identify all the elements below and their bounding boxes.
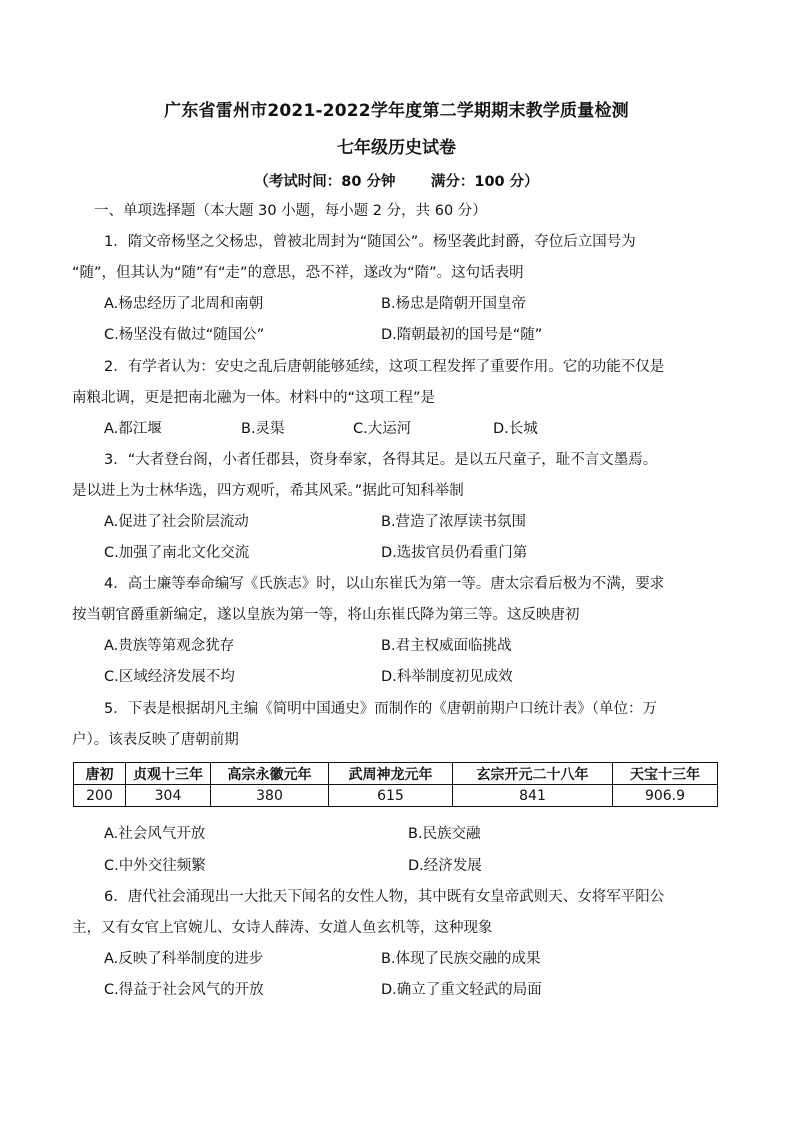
exam-title: 广东省雷州市2021-2022学年度第二学期期末教学质量检测 xyxy=(164,101,629,121)
question-5-option-a: A.社会风气开放 xyxy=(104,826,206,842)
question-3-stem-line-1: 3．“大者登台阁，小者任郡县，资身奉家，各得其足。是以五尺童子，耻不言文墨焉。 xyxy=(104,452,658,468)
exam-subtitle: 七年级历史试卷 xyxy=(337,138,456,158)
household-statistics-table xyxy=(73,762,718,807)
table-header-cell: 贞观十三年 xyxy=(126,763,211,785)
table-cell: 304 xyxy=(126,785,211,807)
question-2-option-d: D.长城 xyxy=(493,421,538,437)
question-4-stem-line-1: 4．高士廉等奉命编写《氏族志》时，以山东崔氏为第一等。唐太宗看后极为不满，要求 xyxy=(104,576,665,592)
table-header-cell: 武周神龙元年 xyxy=(329,763,453,785)
question-5-option-d: D.经济发展 xyxy=(408,858,482,874)
question-5-stem-line-2: 户）。该表反映了唐朝前期 xyxy=(72,732,239,748)
question-1-option-d: D.隋朝最初的国号是“随” xyxy=(381,327,543,343)
question-6-stem-line-1: 6．唐代社会涌现出一大批天下闻名的女性人物，其中既有女皇帝武则天、女将军平阳公 xyxy=(104,889,665,905)
question-1-stem-line-2: “随”，但其认为“随”有“走”的意思，恐不祥，遂改为“隋”。这句话表明 xyxy=(72,265,524,281)
question-5-option-b: B.民族交融 xyxy=(408,826,481,842)
question-4-stem-line-2: 按当朝官爵重新编定，遂以皇族为第一等，将山东崔氏降为第三等。这反映唐初 xyxy=(72,607,580,623)
table-cell: 906.9 xyxy=(613,785,718,807)
question-1-option-a: A.杨忠经历了北周和南朝 xyxy=(104,296,264,312)
question-4-option-c: C.区域经济发展不均 xyxy=(104,669,235,685)
question-6-option-c: C.得益于社会风气的开放 xyxy=(104,982,264,998)
question-6-stem-line-2: 主，又有女官上官婉儿、女诗人薛涛、女道人鱼玄机等，这种现象 xyxy=(72,920,493,936)
table-cell: 841 xyxy=(453,785,613,807)
question-2-option-c: C.大运河 xyxy=(353,421,412,437)
question-1-option-c: C.杨坚没有做过“随国公” xyxy=(104,327,265,343)
question-2-stem-line-2: 南粮北调，更是把南北融为一体。材料中的“这项工程”是 xyxy=(72,390,436,406)
question-2-stem-line-1: 2．有学者认为：安史之乱后唐朝能够延续，这项工程发挥了重要作用。它的功能不仅是 xyxy=(104,359,665,375)
section-heading: 一、单项选择题（本大题 30 小题，每小题 2 分，共 60 分） xyxy=(94,203,487,219)
question-5-option-c: C.中外交往频繁 xyxy=(104,858,206,874)
question-6-option-a: A.反映了科举制度的进步 xyxy=(104,951,264,967)
table-header-row xyxy=(74,763,718,785)
question-6-option-d: D.确立了重文轻武的局面 xyxy=(381,982,542,998)
question-4-option-a: A.贵族等第观念犹存 xyxy=(104,638,235,654)
question-3-option-d: D.选拔官员仍看重门第 xyxy=(381,545,528,561)
table-cell: 200 xyxy=(74,785,126,807)
question-3-option-a: A.促进了社会阶层流动 xyxy=(104,514,249,530)
table-header-cell: 高宗永徽元年 xyxy=(211,763,329,785)
exam-info: （考试时间：80 分钟 满分：100 分） xyxy=(254,174,539,190)
table-cell: 615 xyxy=(329,785,453,807)
table-header-cell: 玄宗开元二十八年 xyxy=(453,763,613,785)
question-3-option-c: C.加强了南北文化交流 xyxy=(104,545,250,561)
table-header-cell: 唐初 xyxy=(74,763,126,785)
question-3-stem-line-2: 是以进上为士林华选，四方观听，希其风采。”据此可知科举制 xyxy=(72,483,464,499)
table-row xyxy=(74,785,718,807)
question-1-stem-line-1: 1．隋文帝杨坚之父杨忠，曾被北周封为“随国公”。杨坚袭此封爵，夺位后立国号为 xyxy=(104,234,636,250)
table-cell: 380 xyxy=(211,785,329,807)
question-4-option-b: B.君主权威面临挑战 xyxy=(381,638,512,654)
question-1-option-b: B.杨忠是隋朝开国皇帝 xyxy=(381,296,527,312)
question-6-option-b: B.体现了民族交融的成果 xyxy=(381,951,541,967)
question-3-option-b: B.营造了浓厚读书氛围 xyxy=(381,514,527,530)
question-2-option-a: A.都江堰 xyxy=(104,421,162,437)
question-2-option-b: B.灵渠 xyxy=(241,421,285,437)
question-5-stem-line-1: 5．下表是根据胡凡主编《简明中国通史》而制作的《唐朝前期户口统计表》（单位：万 xyxy=(104,701,657,717)
question-4-option-d: D.科举制度初见成效 xyxy=(381,669,513,685)
table-header-cell: 天宝十三年 xyxy=(613,763,718,785)
